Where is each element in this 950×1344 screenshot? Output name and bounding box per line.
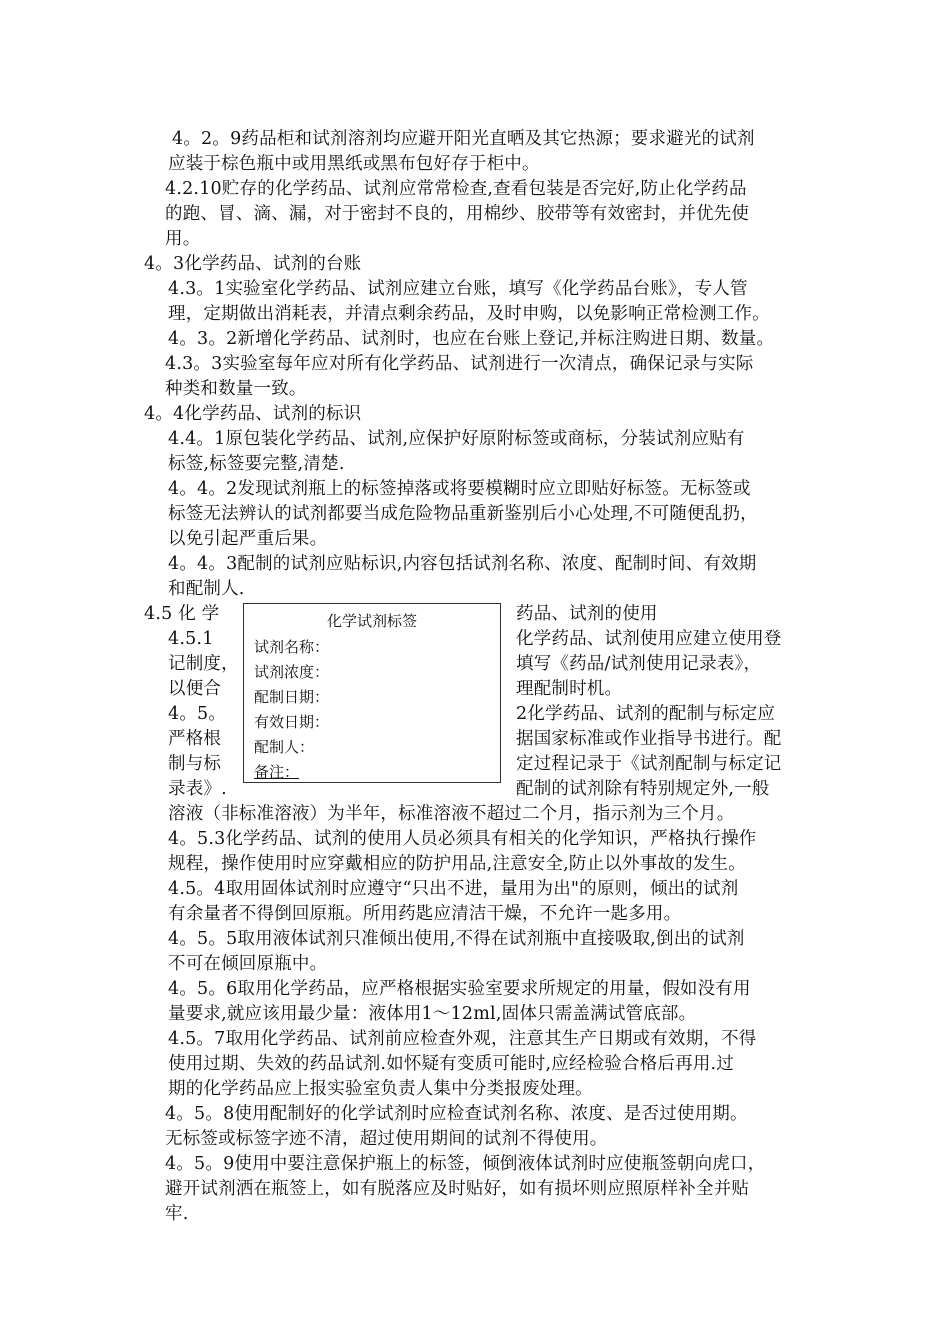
text-line: 避开试剂洒在瓶签上，如有脱落应及时贴好，如有损坏则应照原样补全并贴 bbox=[165, 1179, 750, 1199]
text-line: 有余量者不得倒回原瓶。所用药匙应清洁干燥，不允许一匙多用。 bbox=[168, 904, 682, 924]
text-line: 制与标 bbox=[168, 754, 222, 774]
text-line: 4。4。2发现试剂瓶上的标签掉落或将要模糊时应立即贴好标签。无标签或 bbox=[168, 479, 751, 499]
text-line: 种类和数量一致。 bbox=[165, 379, 307, 399]
preparation-date-field: 配制日期： bbox=[254, 688, 330, 706]
text-line: 填写《药品/试剂使用记录表》， bbox=[516, 654, 762, 674]
section-heading: 药品、试剂的使用 bbox=[516, 604, 658, 624]
text-line: 4。5。5取用液体试剂只准倾出使用,不得在试剂瓶中直接吸取,倒出的试剂 bbox=[168, 929, 745, 949]
text-line: 理配制时机。 bbox=[516, 679, 623, 699]
text-line: 4。4。3配制的试剂应贴标识,内容包括试剂名称、浓度、配制时间、有效期 bbox=[168, 554, 757, 574]
text-line: 严格根 bbox=[168, 729, 222, 749]
text-line: 4。5。8使用配制好的化学试剂时应检查试剂名称、浓度、是否过使用期。 bbox=[165, 1104, 748, 1124]
text-line: 4。3。2新增化学药品、试剂时，也应在台账上登记,并标注购进日期、数量。 bbox=[168, 329, 775, 349]
text-line: 量要求,就应该用最少量：液体用1～12ml,固体只需盖满试管底部。 bbox=[168, 1004, 697, 1024]
section-heading: 4.5 化 学 bbox=[144, 604, 220, 624]
preparer-field: 配制人： bbox=[254, 738, 315, 756]
remark-field: 备注： bbox=[254, 763, 300, 781]
text-line: 4.3。1实验室化学药品、试剂应建立台账，填写《化学药品台账》，专人管 bbox=[168, 279, 748, 299]
text-line: 化学药品、试剂使用应建立使用登 bbox=[516, 629, 782, 649]
text-line: 4.5.1 bbox=[168, 629, 214, 649]
section-heading: 4。4化学药品、试剂的标识 bbox=[144, 404, 362, 424]
text-line: 2化学药品、试剂的配制与标定应 bbox=[516, 704, 776, 724]
text-line: 标签无法辨认的试剂都要当成危险物品重新鉴别后小心处理,不可随便乱扔， bbox=[168, 504, 758, 524]
text-line: 以便合 bbox=[168, 679, 222, 699]
text-line: 4。5。9使用中要注意保护瓶上的标签，倾倒液体试剂时应使瓶签朝向虎口， bbox=[165, 1154, 766, 1174]
text-line: 据国家标准或作业指导书进行。配 bbox=[516, 729, 782, 749]
text-line: 录表》. bbox=[168, 779, 227, 799]
text-line: 4。5.3化学药品、试剂的使用人员必须具有相关的化学知识，严格执行操作 bbox=[168, 829, 757, 849]
reagent-name-field: 试剂名称： bbox=[254, 638, 330, 656]
text-line: 使用过期、失效的药品试剂.如怀疑有变质可能时,应经检验合格后再用.过 bbox=[168, 1054, 734, 1074]
section-heading: 4。3化学药品、试剂的台账 bbox=[144, 254, 362, 274]
text-line: 无标签或标签字迹不清，超过使用期间的试剂不得使用。 bbox=[165, 1129, 608, 1149]
text-line: 规程，操作使用时应穿戴相应的防护用品,注意安全,防止以外事故的发生。 bbox=[168, 854, 746, 874]
text-line: 牢. bbox=[165, 1204, 189, 1224]
text-line: 记制度， bbox=[168, 654, 239, 674]
text-line: 和配制人. bbox=[168, 579, 245, 599]
text-line: 配制的试剂除有特别规定外,一般 bbox=[516, 779, 770, 799]
text-line: 理，定期做出消耗表，并清点剩余药品，及时申购，以免影响正常检测工作。 bbox=[168, 304, 770, 324]
expiry-date-field: 有效日期： bbox=[254, 713, 330, 731]
text-line: 4。5。 bbox=[168, 704, 227, 724]
text-line: 4.4。1原包装化学药品、试剂,应保护好原附标签或商标，分装试剂应贴有 bbox=[168, 429, 745, 449]
text-line: 溶液（非标准溶液）为半年，标准溶液不超过二个月，指示剂为三个月。 bbox=[168, 804, 735, 824]
text-line: 的跑、冒、滴、漏，对于密封不良的，用棉纱、胶带等有效密封，并优先使 bbox=[165, 204, 750, 224]
text-line: 4.2.10贮存的化学药品、试剂应常常检查,查看包装是否完好,防止化学药品 bbox=[165, 179, 747, 199]
text-line: 用。 bbox=[165, 229, 201, 249]
text-line: 以免引起严重后果。 bbox=[168, 529, 328, 549]
reagent-label-sample bbox=[243, 603, 501, 783]
text-line: 期的化学药品应上报实验室负责人集中分类报废处理。 bbox=[168, 1079, 593, 1099]
text-line: 4.3。3实验室每年应对所有化学药品、试剂进行一次清点，确保记录与实际 bbox=[165, 354, 754, 374]
reagent-label-title: 化学试剂标签 bbox=[326, 612, 417, 630]
text-line: 4。2。9药品柜和试剂溶剂均应避开阳光直晒及其它热源；要求避光的试剂 bbox=[172, 129, 755, 149]
text-line: 4.5。7取用化学药品、试剂前应检查外观，注意其生产日期或有效期，不得 bbox=[168, 1029, 757, 1049]
text-line: 应装于棕色瓶中或用黑纸或黑布包好存于柜中。 bbox=[168, 154, 540, 174]
text-line: 标签,标签要完整,清楚. bbox=[168, 454, 345, 474]
text-line: 定过程记录于《试剂配制与标定记 bbox=[516, 754, 782, 774]
reagent-concentration-field: 试剂浓度： bbox=[254, 663, 330, 681]
text-line: 4。5。6取用化学药品，应严格根据实验室要求所规定的用量，假如没有用 bbox=[168, 979, 751, 999]
text-line: 不可在倾回原瓶中。 bbox=[168, 954, 328, 974]
text-line: 4.5。4取用固体试剂时应遵守“只出不进，量用为出"的原则，倾出的试剂 bbox=[168, 879, 739, 899]
